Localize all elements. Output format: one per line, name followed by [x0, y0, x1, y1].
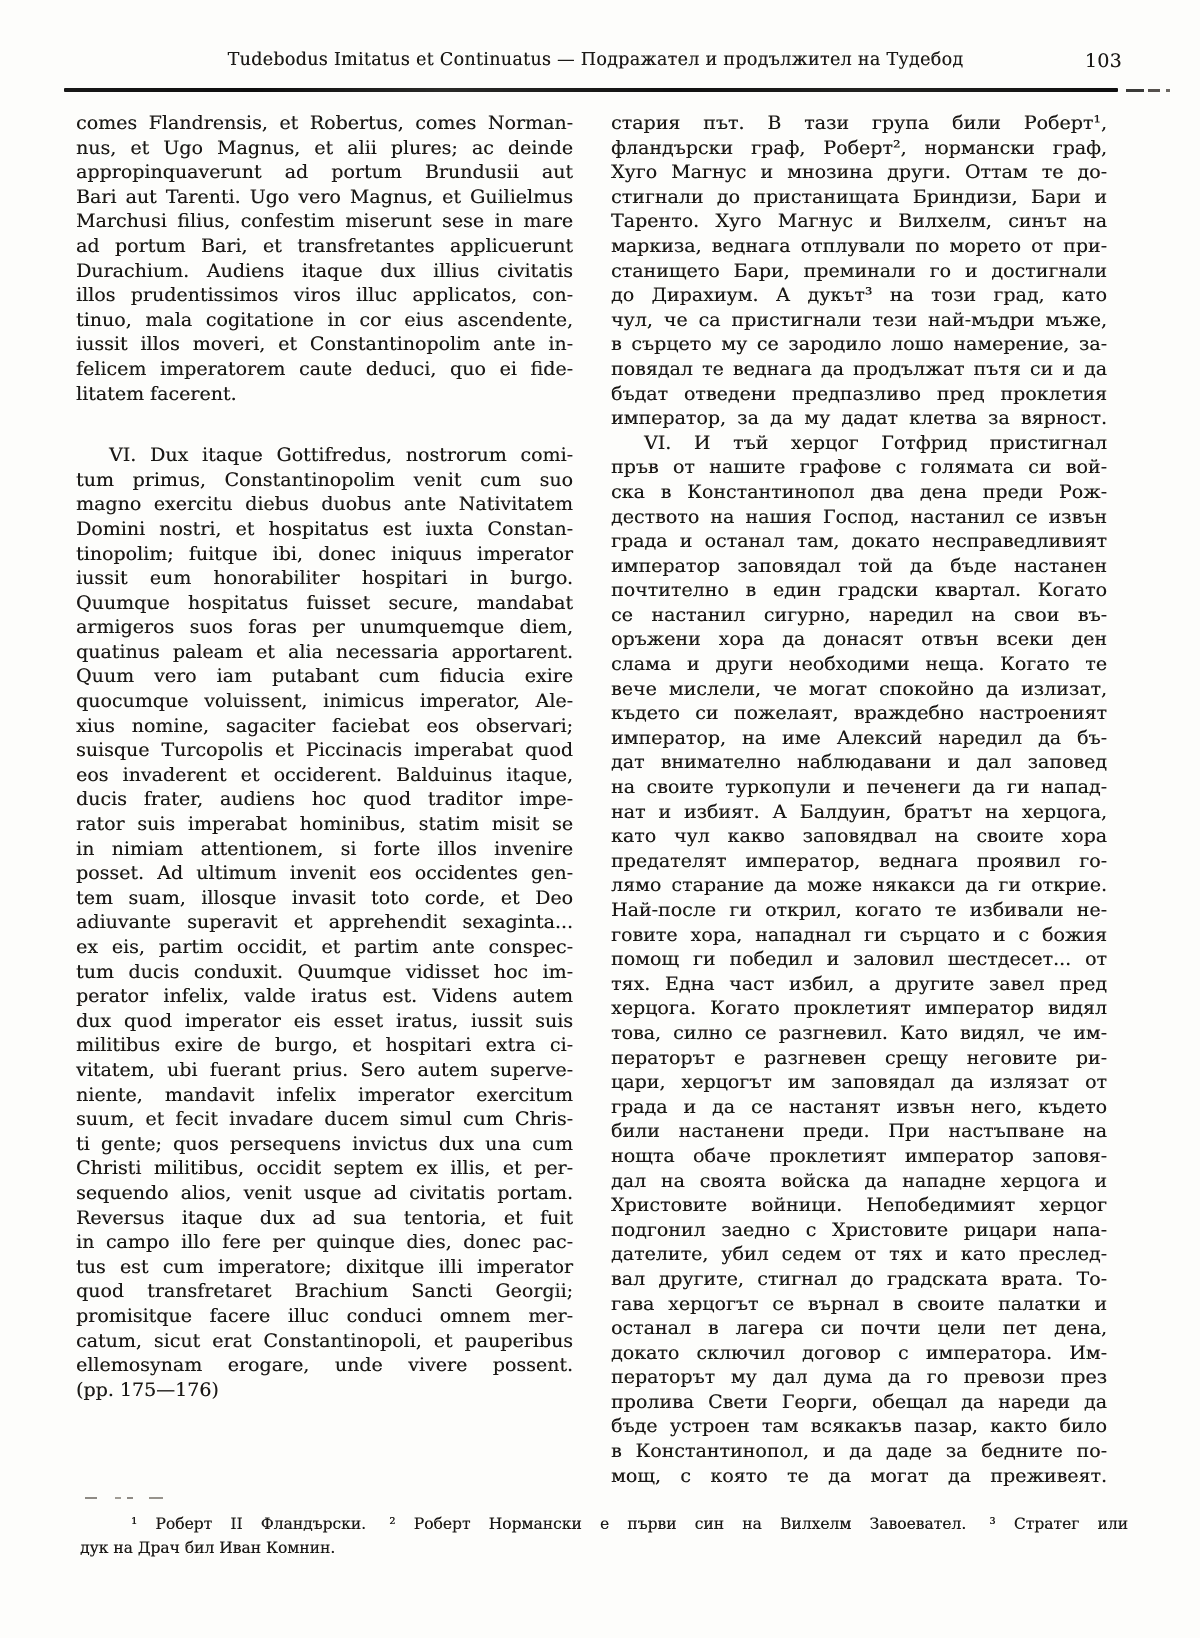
text-line: in campo illo fere per quinque dies, donec pac- [76, 1231, 573, 1254]
text-line: quod transfretaret Brachium Sancti Georgii; [76, 1280, 573, 1303]
text-line: ператорът му дал дума да го превози през [611, 1366, 1107, 1389]
text-line: in nimiam attentionem, si forte illos invenire [76, 837, 573, 860]
text-line: стария път. В тази група били Роберт¹, [611, 112, 1107, 134]
text-line: tinopolim; fuitque ibi, donec iniquus imperator [76, 542, 573, 565]
text-line: armigeros suos foras per unumquemque diem, [76, 616, 573, 639]
text-line: felicem imperatorem caute deduci, quo ei fide- [76, 357, 573, 380]
latin-paragraph-continued [76, 111, 573, 406]
text-line: вал другите, стигнал до градската врата. То- [611, 1267, 1107, 1290]
text-line: quatinus paleam et alia necessaria apportarent. [76, 640, 573, 663]
bulgarian-text-column [611, 111, 1107, 1488]
text-line: дук на Драч бил Иван Комнин. [80, 1539, 336, 1557]
scan-artifact-marks [85, 1497, 169, 1499]
text-line: император, на име Алексий наредил да бъ- [611, 726, 1107, 749]
text-line: ска в Константинопол два дена преди Рож- [611, 480, 1107, 503]
text-line: tinuo, mala cogitatione in cor eius ascendente, [76, 308, 573, 331]
latin-text-column [76, 111, 573, 1402]
text-line: ex eis, partim occidit, et partim ante conspec- [76, 936, 573, 958]
text-line: това, силно се разгневил. Като видял, че им- [611, 1021, 1107, 1044]
text-line: на своите туркопули и печенеги да ги напад- [611, 776, 1107, 799]
text-line: Хуго Магнус и мнозина други. Оттам те до- [611, 161, 1107, 184]
footnotes-block [80, 1512, 1128, 1560]
text-line: sequendo alios, venit usque ad civitatis portam. [76, 1181, 573, 1204]
text-line: illos prudentissimos viros illuc applicatos, con- [76, 284, 573, 307]
text-line: маркиза, веднага отплували по морето от при- [611, 234, 1107, 257]
text-line: Bari aut Tarenti. Ugo vero Magnus, et Guilielmus [76, 185, 573, 208]
text-line: ad portum Bari, et transfretantes applicuerunt [76, 234, 573, 257]
text-line: ti gente; quos persequens invictus dux una cum [76, 1132, 573, 1155]
text-line: докато сключил договор с императора. Им- [611, 1341, 1107, 1364]
text-line: станището Бари, преминали го и достигнали [611, 259, 1107, 282]
text-line: magno exercitu diebus duobus ante Nativitatem [76, 493, 573, 516]
text-line: дателите, убил седем от тях и като преслед- [611, 1243, 1107, 1266]
text-line: фландърски граф, Роберт², нормански граф, [611, 136, 1107, 159]
text-line: niente, mandavit infelix imperator exercitum [76, 1083, 573, 1106]
text-line: цари, херцогът им заповядал да излязат от [611, 1071, 1107, 1094]
text-line: в Константинопол, и да даде за бедните по- [611, 1440, 1107, 1463]
text-line: litatem facerent. [76, 382, 237, 405]
text-line: catum, sicut erat Constantinopoli, et pauperibus [76, 1329, 573, 1352]
text-line: оръжени хора да донасят отвън всеки ден [611, 628, 1107, 651]
text-line: като чул какво заповядвал на своите хора [611, 825, 1107, 848]
text-line: тях. Една част избил, а другите завел пред [611, 972, 1107, 995]
text-line: tem suam, illosque invasit toto corde, et Deo [76, 886, 573, 909]
text-line: rator suis imperabat hominibus, statim misit se [76, 813, 573, 836]
text-line: слама и други необходими неща. Когато те [611, 653, 1107, 676]
header-rule-tail [1126, 89, 1172, 92]
text-line: (pp. 175—176) [76, 1378, 219, 1401]
text-line: nus, et Ugo Magnus, et alii plures; ac deinde [76, 136, 573, 159]
text-line: Marchusi filius, confestim miserunt sese in mare [76, 210, 573, 233]
text-line: Christi militibus, occidit septem ex illis, et per- [76, 1157, 573, 1180]
text-line: Най-после ги открил, когато те избивали не- [611, 899, 1107, 921]
text-line: стигнали до пристанищата Бриндизи, Бари и [611, 185, 1107, 208]
text-line: ellemosynam erogare, unde vivere possent. [76, 1354, 573, 1377]
text-line: дат внимателно наблюдавани и дал заповед [611, 751, 1107, 774]
text-line: VI. И тъй херцог Готфрид пристигнал [644, 431, 1107, 454]
text-line: suisque Turcopolis et Piccinacis imperabat quod [76, 739, 573, 762]
text-line: нощта обаче проклетият император заповя- [611, 1144, 1107, 1167]
text-line: suum, et fecit invadare ducem simul cum Chris- [76, 1108, 573, 1131]
text-line: говите хора, нападнал ги сърцато и с божия [611, 923, 1107, 946]
text-line: се настанил сигурно, наредил на свои въ- [611, 603, 1107, 626]
text-line: tum ducis conduxit. Quumque vidisset hoc im- [76, 960, 573, 983]
text-line: Христовите войници. Непобедимият херцог [611, 1194, 1107, 1217]
bulgarian-paragraph-chapter-vi [611, 431, 1107, 1489]
text-line: вече мислели, че могат спокойно да излизат, [611, 677, 1107, 700]
text-line: Quum vero iam putabant cum fiducia exire [76, 665, 573, 688]
text-line: iussit eum honorabiliter hospitari in burgo. [76, 567, 573, 590]
text-line: eos invaderent et occiderent. Balduinus itaque, [76, 763, 573, 786]
text-line: militibus exire de burgo, et hospitari extra ci- [76, 1034, 573, 1057]
text-line: Таренто. Хуго Магнус и Вилхелм, синът на [611, 210, 1107, 233]
text-line: останал в лагера си почти цели пет дена, [611, 1317, 1107, 1340]
text-line: promisitque facere illuc conduci omnem mer- [76, 1304, 573, 1327]
text-line: Quumque hospitatus fuisset secure, mandabat [76, 591, 573, 614]
text-line: били настанени преди. При настъпване на [611, 1120, 1107, 1143]
text-line: appropinquaverunt ad portum Brundusii aut [76, 161, 573, 184]
text-line: Durachium. Audiens itaque dux illius civitatis [76, 259, 573, 282]
text-line: Reversus itaque dux ad sua tentoria, et fuit [76, 1206, 573, 1229]
text-line: xius nomine, sagaciter faciebat eos observari; [76, 714, 573, 737]
text-line: posset. Ad ultimum invenit eos occidentes gen- [76, 862, 573, 885]
page-header [63, 50, 1128, 78]
text-line: perator infelix, valde iratus est. Videns autem [76, 985, 573, 1008]
header-rule [64, 88, 1118, 92]
text-line: tum primus, Constantinopolim venit cum suo [76, 468, 573, 491]
text-line: града и да се настанят извън него, където [611, 1095, 1107, 1118]
text-line: херцога. Когато проклетият император видял [611, 997, 1107, 1020]
text-line: нат и избият. А Балдуин, братът на херцога, [611, 800, 1107, 823]
text-line: ducis frater, audiens hoc quod traditor impe- [76, 788, 573, 811]
text-line: града и останал там, докато несправедливият [611, 530, 1107, 553]
text-line: adiuvante superavit et apprehendit sexaginta... [76, 911, 573, 934]
text-line: comes Flandrensis, et Robertus, comes Norman- [76, 112, 573, 134]
text-line: гава херцогът се върнал в своите палатки и [611, 1292, 1107, 1315]
text-line: tus est cum imperatore; dixitque illi imperator [76, 1255, 573, 1278]
text-line: quocumque voluissent, inimicus imperator, Ale- [76, 690, 573, 713]
text-line: бъдат отведени предпазливо пред проклетия [611, 382, 1107, 405]
text-line: ператорът е разгневен срещу неговите ри- [611, 1046, 1107, 1069]
text-line: до Дирахиум. А дукът³ на този град, като [611, 284, 1107, 307]
text-line: дал на своята войска да нападне херцога и [611, 1169, 1107, 1192]
text-line: iussit illos moveri, et Constantinopolim ante in- [76, 333, 573, 356]
text-line: мощ, с която те да могат да преживеят. [611, 1464, 1107, 1487]
text-line: пролива Свети Георги, обещал да нареди да [611, 1390, 1107, 1413]
text-line: Domini nostri, et hospitatus est iuxta Constan- [76, 517, 573, 540]
two-column-text-block [76, 111, 1107, 1488]
text-line: dux quod imperator eis esset iratus, iussit suis [76, 1009, 573, 1032]
latin-paragraph-chapter-vi [76, 443, 573, 1402]
text-line: чул, че са пристигнали тези най-мъдри мъже, [611, 308, 1107, 331]
text-line: повядал те веднага да продължат пътя си и да [611, 357, 1107, 380]
text-line: император, за да му дадат клетва за вярност. [611, 407, 1107, 430]
running-title: Tudebodus Imitatus et Continuatus — Подражател и продължител на Тудебод [227, 50, 964, 70]
text-line: деството на нашия Господ, настанил се извън [611, 505, 1107, 528]
text-line: VI. Dux itaque Gottifredus, nostrorum comi- [109, 444, 573, 467]
text-line: помощ ги победил и заловил шестдесет... от [611, 948, 1107, 971]
text-line: където си пожелаят, враждебно настроеният [611, 702, 1107, 725]
bulgarian-paragraph-continued [611, 111, 1107, 431]
text-line: vitatem, ubi fuerant prius. Sero autem superve- [76, 1058, 573, 1081]
text-line: император заповядал той да бъде настанен [611, 554, 1107, 577]
text-line: лямо старание да може някакси да ги открие. [611, 874, 1107, 897]
text-line: предателят император, веднага проявил го- [611, 849, 1107, 872]
page-number: 103 [1084, 50, 1122, 72]
text-line: бъде устроен там всякакъв пазар, както било [611, 1415, 1107, 1438]
text-line: пръв от нашите графове с голямата си вой- [611, 456, 1107, 479]
text-line: почтително в един градски квартал. Когато [611, 579, 1107, 602]
text-line: в сърцето му се зародило лошо намерение, за- [611, 333, 1107, 356]
text-line: подгонил заедно с Христовите рицари напа- [611, 1218, 1107, 1241]
text-line: ¹ Роберт II Фландърски. ² Роберт Нормански е първи син на Вилхелм Завоевател. ³ Стратег или [131, 1515, 1128, 1533]
